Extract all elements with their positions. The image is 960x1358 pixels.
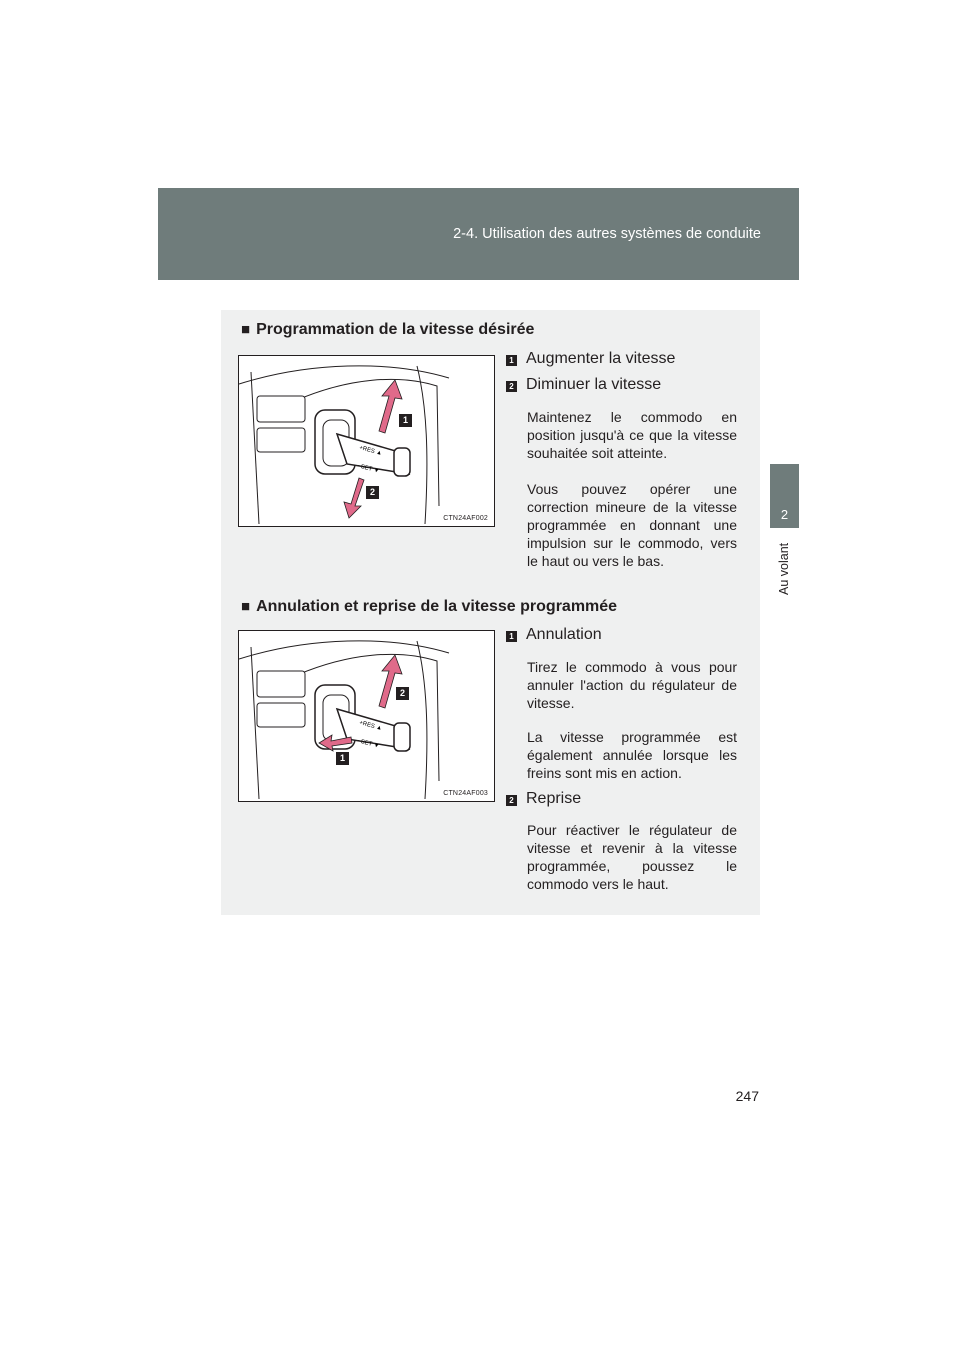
- figure-label-2: 2: [396, 687, 409, 700]
- item-annulation: 1 Annulation: [506, 626, 602, 644]
- section-heading-annulation: ■ Annulation et reprise de la vitesse programmée: [241, 598, 618, 615]
- cruise-lever-illustration: [239, 356, 495, 527]
- page-number: 247: [735, 1088, 759, 1104]
- figure-label-1: 1: [336, 752, 349, 765]
- heading-square-icon: ■: [241, 321, 251, 338]
- paragraph-tirez: Tirez le commodo à vous pour annuler l'action du régulateur de vitesse.: [527, 659, 737, 711]
- paragraph-maintenez: Maintenez le commodo en position jusqu'à ce que la vitesse souhaitée soit atteinte.: [527, 409, 737, 461]
- item-reprise: 2 Reprise: [506, 790, 581, 808]
- chapter-number: 2: [780, 507, 789, 522]
- figure-cruise-lever-set: [238, 355, 495, 527]
- item-badge-2: 2: [506, 795, 517, 806]
- figure-label-2: 2: [366, 486, 379, 499]
- figure-code: CTN24AF003: [443, 790, 488, 797]
- chapter-side-label: Au volant: [777, 542, 791, 596]
- content-box: [221, 310, 760, 915]
- svg-text:−SET ▼: −SET ▼: [356, 463, 380, 475]
- item-augmenter: 1 Augmenter la vitesse: [506, 350, 675, 368]
- item-diminuer: 2 Diminuer la vitesse: [506, 376, 661, 394]
- item-badge-1: 1: [506, 355, 517, 366]
- cruise-lever-illustration: [239, 631, 495, 802]
- svg-text:+RES ▲: +RES ▲: [358, 720, 383, 733]
- chapter-header-band: [158, 188, 799, 280]
- figure-cruise-lever-cancel: [238, 630, 495, 802]
- chapter-tab: [770, 464, 799, 528]
- paragraph-freins: La vitesse programmée est également annulée lorsque les freins sont mis en action.: [527, 729, 737, 781]
- svg-text:−SET ▼: −SET ▼: [356, 738, 380, 750]
- item-badge-1: 1: [506, 631, 517, 642]
- item-badge-2: 2: [506, 381, 517, 392]
- section-heading-programmation: ■ Programmation de la vitesse désirée: [241, 321, 535, 338]
- paragraph-correction: Vous pouvez opérer une correction mineure de la vitesse programmée en donnant une impulsion sur le commodo, vers le haut ou vers le bas.: [527, 481, 737, 569]
- figure-label-1: 1: [399, 414, 412, 427]
- chapter-title: 2-4. Utilisation des autres systèmes de conduite: [453, 226, 761, 242]
- paragraph-reactiver: Pour réactiver le régulateur de vitesse et revenir à la vitesse programmée, poussez le commodo vers le haut.: [527, 822, 737, 892]
- figure-code: CTN24AF002: [443, 515, 488, 522]
- svg-text:+RES ▲: +RES ▲: [358, 445, 383, 458]
- heading-square-icon: ■: [241, 598, 251, 615]
